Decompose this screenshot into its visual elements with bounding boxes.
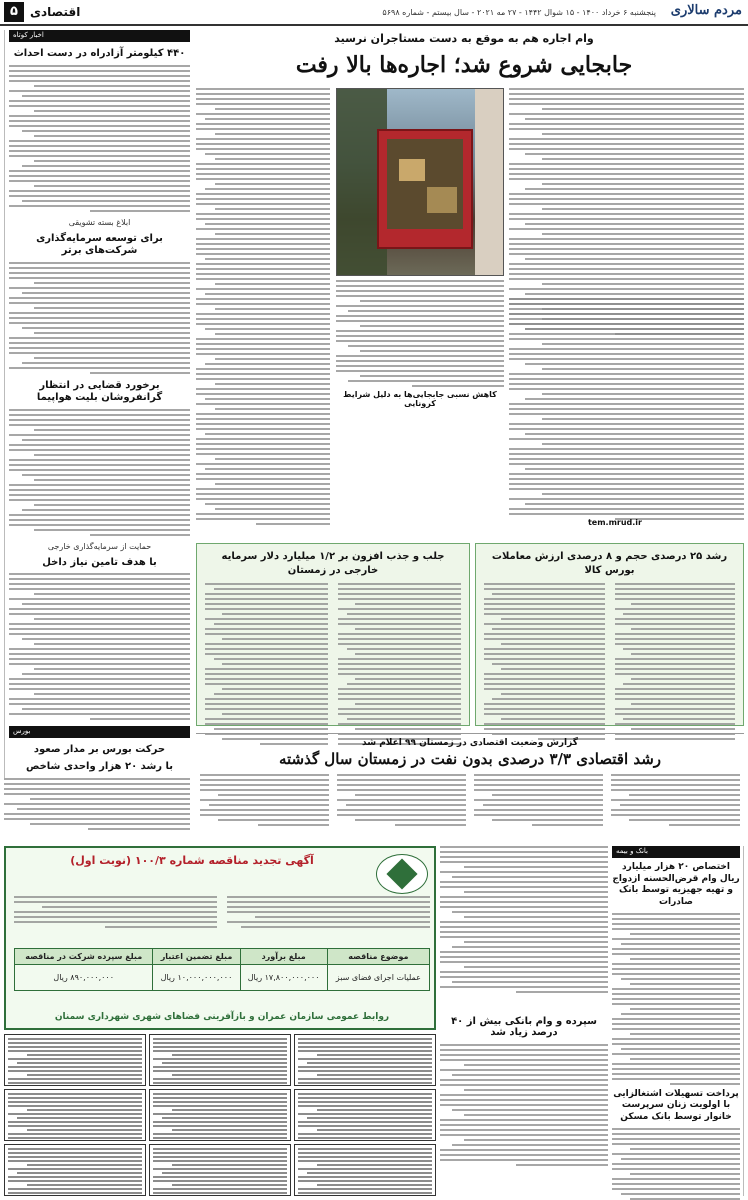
classified-ad <box>4 1144 146 1196</box>
main-kicker: وام اجاره هم به موقع به دست مستاجران نرسید <box>334 32 594 45</box>
brief-kicker: حمایت از سرمایه‌گذاری خارجی <box>47 541 152 551</box>
brief-title: با هدف تامین نیاز داخل <box>42 556 157 568</box>
table-row <box>15 965 430 991</box>
main-column-text <box>509 298 744 530</box>
main-headline: جابجایی شروع شد؛ اجاره‌ها بالا رفت <box>295 52 633 78</box>
classified-ad <box>294 1144 436 1196</box>
table-cell: ۱۷,۸۰۰,۰۰۰,۰۰۰ ریال <box>240 965 327 991</box>
column-tag: بورس <box>9 726 190 738</box>
classified-ads <box>4 1034 436 1196</box>
story-body <box>440 1044 608 1166</box>
tender-table <box>14 948 430 991</box>
classified-ad <box>149 1089 291 1141</box>
box-body <box>197 579 469 752</box>
section-title: اقتصادی <box>30 5 81 19</box>
bank-briefs <box>612 846 744 1196</box>
classified-ad <box>294 1089 436 1141</box>
column-tag: بانک و بیمه <box>612 846 740 858</box>
page-number: ۵ <box>4 2 24 22</box>
dateline: پنجشنبه ۶ خرداد ۱۴۰۰ - ۱۵ شوال ۱۴۴۲ - ۲۷ مه ۲۰۲۱ - سال بیستم - شماره ۵۶۹۸ <box>382 8 656 17</box>
table-header: مبلغ برآورد <box>240 949 327 965</box>
classified-ad <box>149 1144 291 1196</box>
box-title: رشد ۲۵ درصدی حجم و ۸ درصدی ارزش معاملات بورس کالا <box>491 551 728 576</box>
main-story <box>196 30 744 536</box>
main-column-text <box>196 88 330 528</box>
story-body <box>440 846 608 996</box>
masthead <box>0 0 748 26</box>
brief-body <box>9 409 190 536</box>
main-intro-text <box>509 88 744 293</box>
table-header: مبلغ تضمین اعتبار <box>153 949 240 965</box>
box-title: جلب و جذب افزون بر ۱/۲ میلیارد دلار سرمایه خارجی در زمستان <box>221 551 445 576</box>
tender-body <box>14 896 430 946</box>
brief-body <box>612 1128 740 1200</box>
classified-ad <box>294 1034 436 1086</box>
moving-truck-photo <box>336 88 504 276</box>
growth-body <box>196 774 744 829</box>
brief-kicker: حرکت بورس بر مدار صعود <box>33 744 166 755</box>
box-body <box>476 579 743 747</box>
municipality-emblem-icon <box>376 854 428 894</box>
commodity-exchange-box <box>475 543 744 726</box>
newspaper-logo: مردم سالاری <box>670 3 742 18</box>
brief-body <box>9 65 190 212</box>
classified-ad <box>4 1089 146 1141</box>
column-tag: اخبار کوتاه <box>9 30 190 42</box>
left-column <box>4 30 190 778</box>
brief-title: اختصاص ۲۰ هزار میلیارد ریال وام قرض‌الحسنه ازدواج و تهیه جهیزیه توسط بانک صادرات <box>612 862 740 908</box>
main-subhead: کاهش نسبی جابجایی‌ها به دلیل شرایط کرونایی <box>343 390 497 408</box>
table-cell: ۱۰,۰۰۰,۰۰۰,۰۰۰ ریال <box>153 965 240 991</box>
tender-footer: روابط عمومی سازمان عمران و بازآفرینی فضاهای شهری شهرداری سمنان <box>54 1012 390 1022</box>
brief-title: برای توسعه سرمایه‌گذاری شرکت‌های برتر <box>36 232 163 256</box>
brief-body <box>9 573 190 720</box>
brief-title: با رشد ۲۰ هزار واحدی شاخص <box>25 761 174 772</box>
growth-headline: رشد اقتصادی ۳/۳ درصدی بدون نفت در زمستان سال گذشته <box>278 750 662 768</box>
table-cell: ۸۹۰,۰۰۰,۰۰۰ ریال <box>15 965 153 991</box>
brief-title: برخورد قضایی در انتظار گرانفروشان بلیت هواپیما <box>36 379 163 403</box>
table-cell: عملیات اجرای فضای سبز <box>327 965 429 991</box>
classified-ad <box>149 1034 291 1086</box>
brief-title: ۴۴۰ کیلومتر آزادراه در دست احداث <box>13 48 186 59</box>
classified-ad <box>4 1034 146 1086</box>
brief-title: پرداخت تسهیلات اشتغالزایی با اولویت زنان سرپرست خانوار توسط بانک مسکن <box>613 1088 739 1123</box>
story-title: سپرده و وام بانکی بیش از ۴۰ درصد زیاد شد <box>451 1016 597 1038</box>
tender-title: آگهی تجدید مناقصه شماره ۱۰۰/۳ (نوبت اول) <box>70 854 314 867</box>
foreign-investment-box <box>196 543 470 726</box>
brief-body <box>9 262 190 374</box>
brief-body <box>612 913 740 1085</box>
brief-kicker: ابلاغ بسته تشویقی <box>68 217 131 227</box>
table-header: موضوع مناقصه <box>327 949 429 965</box>
deposit-loan-story <box>440 846 608 1196</box>
growth-kicker: گزارش وضعیت اقتصادی در زمستان ۹۹ اعلام شد <box>362 738 578 748</box>
tender-advertisement <box>4 846 436 1030</box>
source-website: tem.mrud.ir <box>587 518 642 527</box>
table-header: مبلغ سپرده شرکت در مناقصه <box>15 949 153 965</box>
left-lower-body <box>4 778 190 832</box>
economic-growth-story <box>196 733 744 845</box>
